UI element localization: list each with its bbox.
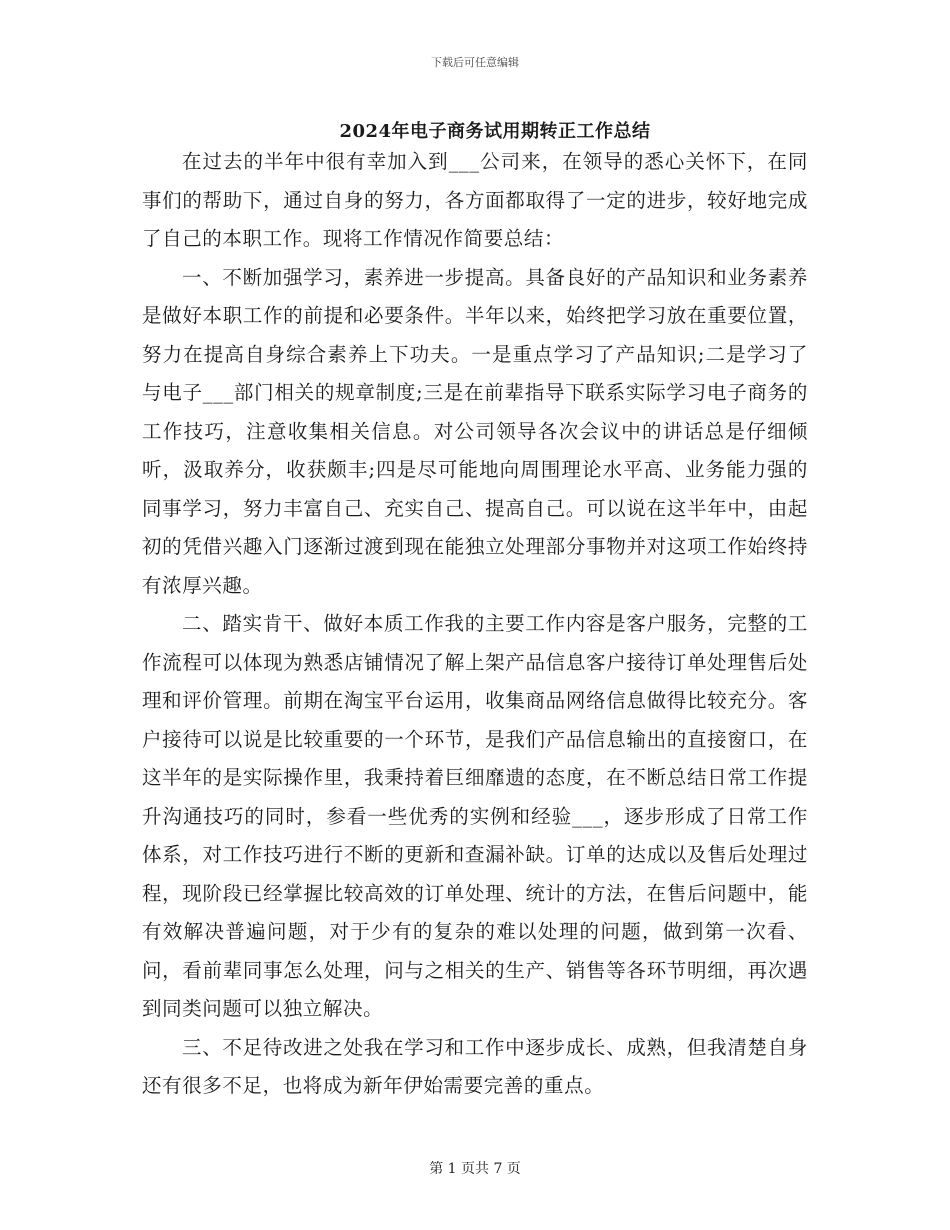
document-title: 2024年电子商务试用期转正工作总结	[339, 121, 651, 142]
page-number-footer: 第 1 页共 7 页	[429, 1161, 521, 1177]
paragraph-intro: 在过去的半年中很有幸加入到___公司来，在领导的悉心关怀下，在同事们的帮助下，通过自身的努力，各方面都取得了一定的进步，较好地完成了自己的本职工作。现将工作情况作简要总结：	[142, 150, 808, 250]
paragraph-section-3: 三、不足待改进之处我在学习和工作中逐步成长、成熟，但我清楚自身还有很多不足，也将成为新年伊始需要完善的重点。	[142, 1035, 808, 1097]
document-body	[142, 143, 808, 1106]
paragraph-section-2: 二、踏实肯干、做好本质工作我的主要工作内容是客户服务，完整的工作流程可以体现为熟悉店铺情况了解上架产品信息客户接待订单处理售后处理和评价管理。前期在淘宝平台运用，收集商品网络信息做得比较充分。客户接待可以说是比较重要的一个环节，是我们产品信息输出的直接窗口，在这半年的是实际操作里，我秉持着巨细靡遗的态度，在不断总结日常工作提升沟通技巧的同时，参看一些优秀的实例和经验___，逐步形成了日常工作体系，对工作技巧进行不断的更新和查漏补缺。订单的达成以及售后处理过程，现阶段已经掌握比较高效的订单处理、统计的方法，在售后问题中，能有效解决普遍问题，对于少有的复杂的难以处理的问题，做到第一次看、问，看前辈同事怎么处理，问与之相关的生产、销售等各环节明细，再次遇到同类问题可以独立解决。	[142, 612, 808, 1020]
page-header-note: 下载后可任意编辑	[431, 56, 519, 69]
paragraph-section-1: 一、不断加强学习，素养进一步提高。具备良好的产品知识和业务素养是做好本职工作的前提和必要条件。半年以来，始终把学习放在重要位置，努力在提高自身综合素养上下功夫。一是重点学习了产品知识;二是学习了与电子___部门相关的规章制度;三是在前辈指导下联系实际学习电子商务的工作技巧，注意收集相关信息。对公司领导各次会议中的讲话总是仔细倾听，汲取养分，收获颇丰;四是尽可能地向周围理论水平高、业务能力强的同事学习，努力丰富自己、充实自己、提高自己。可以说在这半年中，由起初的凭借兴趣入门逐渐过渡到现在能独立处理部分事物并对这项工作始终持有浓厚兴趣。	[142, 265, 808, 597]
